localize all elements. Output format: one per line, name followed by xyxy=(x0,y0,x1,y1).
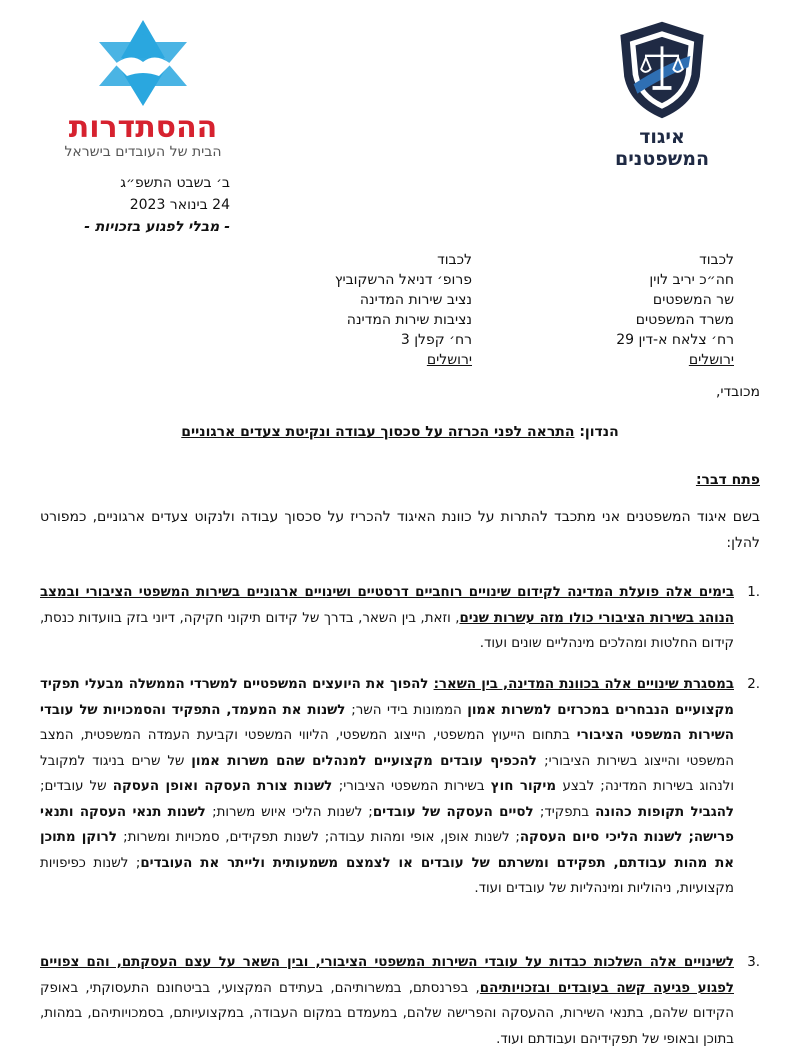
item-text: של שרים בניגוד למקובל ולנהוג בשירות המדינה; לבצע xyxy=(40,753,735,794)
greeting: מכובדי, xyxy=(715,384,760,400)
addressee-minister xyxy=(616,250,734,370)
item-text-bold: ; לשנות הליכי סיום העסקה xyxy=(519,830,694,845)
item-text: בתחום הייעוץ המשפטי, הייצוג המשפטי, הליווי המשפטי וקביעת העמדה המשפטית, המצב המשפטי והייצוג בשירות הציבורי; xyxy=(40,728,734,769)
union-name: איגוד המשפטנים xyxy=(614,126,710,170)
intro-heading: פתח דבר: xyxy=(695,472,760,488)
numbered-item-2 xyxy=(40,672,760,902)
shield-scales-icon xyxy=(614,18,710,122)
item-text-bold: להכפיף עובדים מקצועיים למנהלים שהם משרות אמון xyxy=(191,753,545,769)
item-text: , וזאת, בין השאר, בדרך של קידום תיקוני חקיקה, דיוני בזק בוועדות כנסת, קידום החלטות ומהלכים מינהליים שונים ועוד. xyxy=(40,610,734,651)
addressee-line: לכבוד xyxy=(699,252,734,268)
item-text-bold: לסיים העסקה של עובדים xyxy=(372,804,540,820)
addressee-line: משרד המשפטים xyxy=(635,312,734,328)
addressee-line: רח׳ צלאח א-דין 29 xyxy=(616,332,734,348)
item-text-emphasis: במסגרת שינויים אלה בכוונת המדינה, בין השאר: xyxy=(433,677,734,692)
item-text-bold: לשנות תנאי העסקה ותנאי פרישה xyxy=(40,804,734,845)
addressee-city: ירושלים xyxy=(426,352,472,368)
item-number: .1 xyxy=(747,585,760,600)
numbered-item-1 xyxy=(40,580,760,657)
item-text: בתפקיד; xyxy=(539,804,596,820)
item-text: הממונות בידי השר; xyxy=(351,702,468,718)
item-text-emphasis: לשינויים אלה השלכות כבדות על עובדי השירות המשפטי הציבורי, ובין השאר על עצם העסקתם, והם צפויים לפגוע פגיעה קשה בעובדים ובזכויותיהם xyxy=(40,955,734,996)
item-number: .3 xyxy=(747,955,760,970)
without-prejudice-note: - מבלי לפגוע בזכויות - xyxy=(84,219,230,235)
histadrut-logo xyxy=(48,18,238,160)
addressee-line: רח׳ קפלן 3 xyxy=(400,332,472,348)
subject-line xyxy=(40,424,760,440)
item-text-bold: לשנות צורת העסקה ואופן העסקה xyxy=(112,779,339,794)
histadrut-tagline: הבית של העובדים בישראל xyxy=(64,144,222,160)
item-text-bold: לרוקן מתוכן את מהות עבודתם, תפקידם ומשרתם של עובדים או לצמצם משמעותית ולייתר את העובדים xyxy=(40,830,735,871)
item-text: בשירות המשפטי הציבורי; xyxy=(338,779,491,794)
hebrew-date: ב׳ בשבט התשפ״ג xyxy=(120,175,230,191)
addressee-line: נציבות שירות המדינה xyxy=(346,312,472,328)
addressee-line: פרופ׳ דניאל הרשקוביץ xyxy=(334,272,472,288)
subject-label: הנדון: xyxy=(579,424,619,440)
item-text: ; לשנות הליכי איוש משרות; xyxy=(212,804,373,820)
date-block xyxy=(30,172,230,238)
union-logo xyxy=(602,18,722,170)
item-text-bold: להפוך את היועצים המשפטיים למשרדי הממשלה מבעלי תפקיד מקצועיים הנבחרים במכרזים למשרות אמון xyxy=(40,677,734,718)
item-text: ; לשנות כפיפויות מקצועיות, ניהוליות ומינהליות של עובדים ועוד. xyxy=(40,855,734,896)
item-text-bold: לשנות את המעמד, התפקיד והסמכויות של עובדי השירות המשפטי הציבורי xyxy=(40,702,734,743)
addressee-line: שר המשפטים xyxy=(652,292,734,308)
addressee-line: נציב שירות המדינה xyxy=(359,292,472,308)
item-text-emphasis: בימים אלה פועלת המדינה לקידום שינויים רוחביים דרסטיים ושינויים ארגוניים בשירות המשפטי הציבורי ובמצב הנוהג בשירות הציבורי כולו מזה עשרות שנים xyxy=(40,585,735,626)
item-text: ; לשנות אופן, אופי ומהות עבודה; לשנות תפקידים, סמכויות ומשרות; xyxy=(123,830,520,845)
item-text: , בפרנסתם, במשרותיהם, בעתידם המקצועי, בביטחונם התעסוקתי, באופק הקידום שלהם, בתנאי השירות, ההעסקה והפרישה שלהם, במעמדם במקום העבודה, במקצועיותם, בסמכויותיהם, במהות, בתוכן ובאופי של תפקידיהם ועבודתם ועוד. xyxy=(40,980,734,1047)
intro-paragraph: בשם איגוד המשפטנים אני מתכבד להתרות על כוונת האיגוד להכריז על סכסוך עבודה ולנקוט צעדים ארגוניים, כמפורט להלן: xyxy=(40,509,760,551)
subject-text: התראה לפני הכרזה על סכסוך עבודה ונקיטת צעדים ארגוניים xyxy=(181,424,575,440)
addressee-line: לכבוד xyxy=(437,252,472,268)
addressee-city: ירושלים xyxy=(688,352,734,368)
numbered-item-3 xyxy=(40,950,760,1052)
item-text-bold: להגביל תקופות כהונה xyxy=(595,804,735,820)
histadrut-name: ההסתדרות xyxy=(68,110,218,145)
item-number: .2 xyxy=(747,677,760,692)
star-handshake-icon xyxy=(93,18,193,110)
gregorian-date: 24 בינואר 2023 xyxy=(129,197,230,213)
item-text-bold: מיקור חוץ xyxy=(490,779,563,794)
addressee-line: חה״כ יריב לוין xyxy=(649,272,734,288)
item-text: של עובדים; xyxy=(40,779,113,794)
addressee-commissioner xyxy=(335,250,472,370)
